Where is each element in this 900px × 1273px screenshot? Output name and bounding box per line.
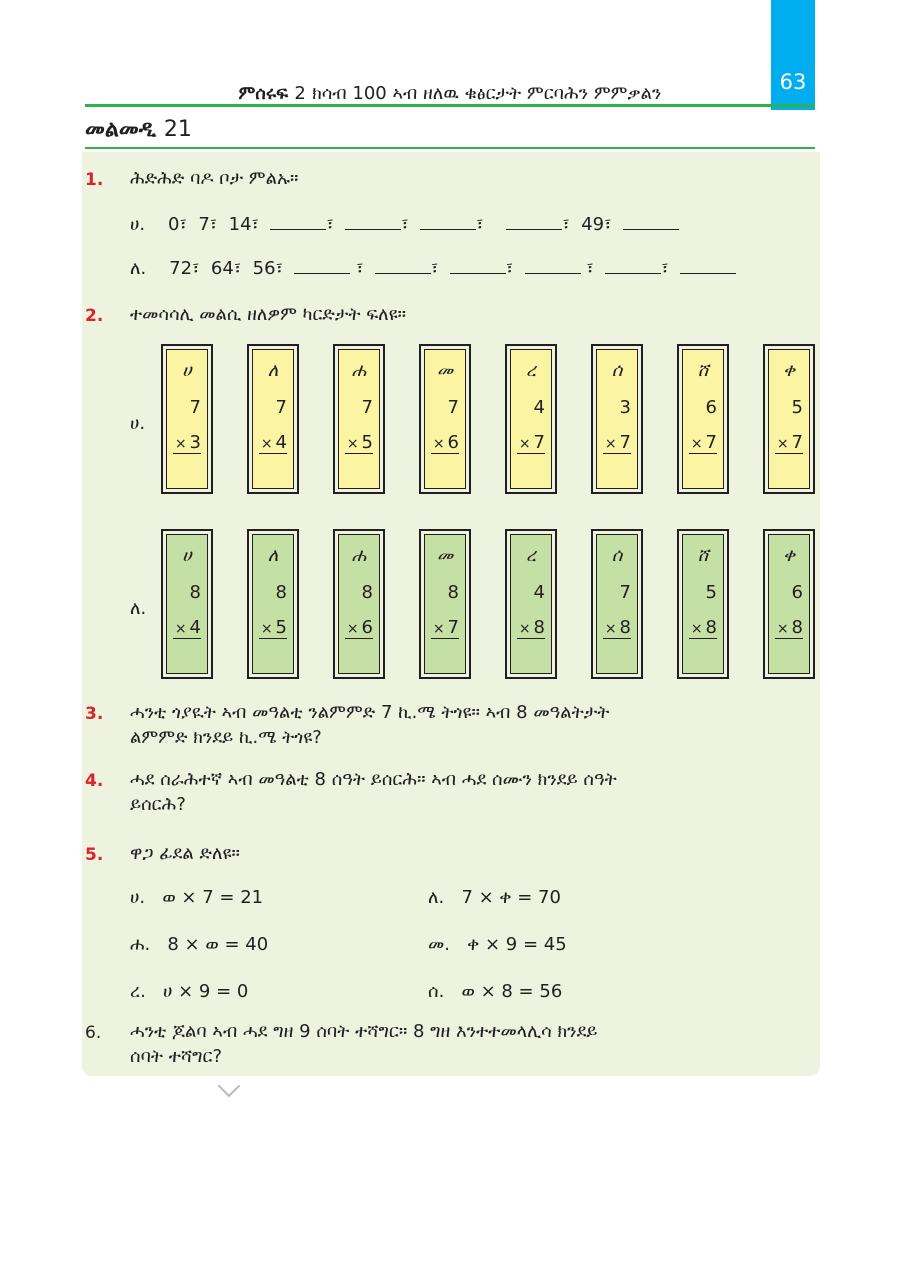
multiplication-card[interactable] <box>763 529 815 679</box>
card-label: ሐ <box>351 545 367 566</box>
q5-item-equation: ወ × 8 = 56 <box>461 981 563 1002</box>
card-multiplier-value: 7 <box>619 432 631 453</box>
times-sign: × <box>432 436 445 452</box>
q1-b-value: 64፣ <box>210 258 242 279</box>
q5-item <box>428 887 561 908</box>
card-multiplier <box>603 617 631 639</box>
card-inner <box>682 349 724 489</box>
q5-item <box>130 981 248 1002</box>
card-multiplicand: 3 <box>619 397 631 418</box>
q1-row-b <box>130 257 736 279</box>
times-sign: × <box>776 436 789 452</box>
card-label: ሸ <box>697 545 709 566</box>
separator: ፣ <box>356 258 364 279</box>
question-1-number: 1. <box>85 170 104 190</box>
multiplication-card[interactable] <box>677 529 729 679</box>
card-inner <box>510 534 552 674</box>
multiplication-card[interactable] <box>247 529 299 679</box>
q5-item-label: ሐ. <box>130 934 151 955</box>
card-multiplier <box>689 432 717 454</box>
multiplication-card[interactable] <box>419 344 471 494</box>
card-multiplier-value: 7 <box>447 617 459 638</box>
card-multiplicand: 5 <box>791 397 803 418</box>
chapter-number: 2 <box>294 83 306 104</box>
separator: ፣ <box>505 258 514 279</box>
q1-row-a-label: ሀ. <box>130 214 146 235</box>
q5-item-label: መ. <box>428 934 450 955</box>
multiplication-card[interactable] <box>333 344 385 494</box>
question-3-number: 3. <box>85 704 104 724</box>
times-sign: × <box>174 436 187 452</box>
card-multiplier-value: 5 <box>275 617 287 638</box>
card-multiplier <box>431 432 459 454</box>
card-multiplicand: 6 <box>791 582 803 603</box>
times-sign: × <box>604 621 617 637</box>
question-6-line-1: ሓንቲ ጆልባ ኣብ ሓደ ግዘ 9 ሰባት ተሻግር። 8 ግዘ እንተተመላሊሳ ክንደይ <box>130 1021 598 1042</box>
scan-mark-icon <box>218 1075 241 1098</box>
card-multiplier <box>689 617 717 639</box>
card-inner <box>596 349 638 489</box>
card-multiplier-value: 7 <box>705 432 717 453</box>
separator: ፣ <box>562 214 570 235</box>
card-multiplier <box>259 617 287 639</box>
card-inner <box>510 349 552 489</box>
times-sign: × <box>690 621 703 637</box>
card-multiplier <box>345 617 373 639</box>
card-multiplier-value: 7 <box>533 432 545 453</box>
question-6-line-2: ሰባት ተሻግር? <box>130 1046 223 1067</box>
card-inner <box>252 534 294 674</box>
card-label: ረ <box>525 360 537 381</box>
exercise-label: መልመዲ <box>85 117 157 142</box>
question-1-text: ሕድሕድ ባዶ ቦታ ምልኡ። <box>130 168 299 189</box>
separator: ፣ <box>326 214 334 235</box>
card-label: ለ <box>267 360 279 381</box>
card-inner <box>768 349 810 489</box>
card-multiplier-value: 6 <box>361 617 373 638</box>
chapter-title: ክሳብ 100 ኣብ ዘለዉ ቁፅርታት ምርባሕን ምምቃልን <box>312 83 662 104</box>
card-multiplier <box>775 617 803 639</box>
card-multiplicand: 8 <box>361 582 373 603</box>
q1-b-value: 56፣ <box>252 258 283 279</box>
answer-blank[interactable] <box>623 213 679 230</box>
card-label: ረ <box>525 545 537 566</box>
q5-item <box>428 934 567 955</box>
card-label: ቀ <box>782 360 796 381</box>
chapter-label: ምሰሩፍ <box>238 83 289 104</box>
q1-a-value: 0፣ <box>168 214 187 235</box>
card-label: ቀ <box>782 545 796 566</box>
card-label: ሸ <box>697 360 709 381</box>
separator: ፣ <box>401 214 409 235</box>
card-multiplier <box>173 617 201 639</box>
card-multiplicand: 4 <box>533 397 545 418</box>
card-inner <box>682 534 724 674</box>
card-multiplier <box>775 432 803 454</box>
times-sign: × <box>518 621 531 637</box>
card-inner <box>424 534 466 674</box>
card-label: ሀ <box>182 545 192 566</box>
q5-item-equation: ቀ × 9 = 45 <box>467 934 567 955</box>
card-multiplier <box>173 432 201 454</box>
separator: ፣ <box>431 258 439 279</box>
card-multiplier-value: 7 <box>791 432 803 453</box>
card-multiplier-value: 4 <box>189 617 201 638</box>
card-multiplicand: 8 <box>447 582 459 603</box>
card-multiplier-value: 8 <box>705 617 717 638</box>
answer-blank[interactable] <box>375 257 431 274</box>
multiplication-card[interactable] <box>591 344 643 494</box>
multiplication-card[interactable] <box>591 529 643 679</box>
answer-blank[interactable] <box>345 213 401 230</box>
card-multiplier-value: 8 <box>791 617 803 638</box>
answer-blank[interactable] <box>420 213 476 230</box>
card-multiplicand: 5 <box>705 582 717 603</box>
exercise-title <box>85 117 192 142</box>
multiplication-card[interactable] <box>161 529 213 679</box>
separator: ፣ <box>661 258 669 279</box>
multiplication-card[interactable] <box>161 344 213 494</box>
q5-item <box>130 934 268 955</box>
separator: ፣ <box>586 258 594 279</box>
card-multiplier <box>603 432 631 454</box>
card-multiplier-value: 6 <box>447 432 459 453</box>
q1-a-value: 7፣ <box>198 214 218 235</box>
card-inner <box>338 534 380 674</box>
times-sign: × <box>174 621 187 637</box>
times-sign: × <box>432 621 445 637</box>
multiplication-card[interactable] <box>505 344 557 494</box>
q1-row-a <box>130 213 679 235</box>
q5-item-equation: ወ × 7 = 21 <box>162 887 264 908</box>
q5-item <box>428 981 562 1002</box>
card-multiplier <box>517 432 545 454</box>
answer-blank[interactable] <box>605 257 661 274</box>
card-inner <box>166 534 208 674</box>
q1-row-b-label: ለ. <box>130 258 147 279</box>
card-label: ሐ <box>351 360 367 381</box>
answer-blank[interactable] <box>270 213 326 230</box>
card-inner <box>768 534 810 674</box>
question-3-line-2: ልምምድ ክንደይ ኪ.ሜ ትጎዩ? <box>130 727 322 748</box>
answer-blank[interactable] <box>506 213 562 230</box>
card-multiplicand: 4 <box>533 582 545 603</box>
q2-row-b-label: ለ. <box>130 598 147 619</box>
times-sign: × <box>604 436 617 452</box>
times-sign: × <box>260 436 273 452</box>
card-inner <box>252 349 294 489</box>
q2-row-a-label: ሀ. <box>130 413 146 434</box>
question-4-number: 4. <box>85 771 104 791</box>
card-multiplicand: 7 <box>275 397 287 418</box>
answer-blank[interactable] <box>680 257 736 274</box>
q5-item <box>130 887 263 908</box>
q5-item-equation: 8 × ወ = 40 <box>167 934 269 955</box>
multiplication-card[interactable] <box>677 344 729 494</box>
card-multiplier-value: 8 <box>619 617 631 638</box>
question-5-text: ዋጋ ፊደል ድለዩ። <box>130 843 240 864</box>
answer-blank[interactable] <box>525 257 581 274</box>
card-inner <box>166 349 208 489</box>
times-sign: × <box>346 621 359 637</box>
section-rule <box>85 147 815 149</box>
chapter-header <box>85 83 815 104</box>
card-multiplier-value: 8 <box>533 617 545 638</box>
times-sign: × <box>346 436 359 452</box>
question-5-number: 5. <box>85 845 104 865</box>
exercise-number: 21 <box>163 117 192 142</box>
question-4-line-1: ሓደ ሰራሕተኛ ኣብ መዓልቲ 8 ሰዓት ይሰርሕ። ኣብ ሓደ ሰሙን ክንደይ ሰዓት <box>130 769 617 790</box>
card-multiplicand: 7 <box>447 397 459 418</box>
times-sign: × <box>260 621 273 637</box>
multiplication-card[interactable] <box>247 344 299 494</box>
card-multiplicand: 6 <box>705 397 717 418</box>
q5-item-label: ሰ. <box>428 981 445 1002</box>
card-multiplicand: 7 <box>361 397 373 418</box>
multiplication-card[interactable] <box>763 344 815 494</box>
card-multiplier <box>517 617 545 639</box>
separator: ፣ <box>476 214 484 235</box>
answer-blank[interactable] <box>294 257 350 274</box>
answer-blank[interactable] <box>450 257 506 274</box>
times-sign: × <box>518 436 531 452</box>
card-multiplier <box>259 432 287 454</box>
multiplication-card[interactable] <box>419 529 471 679</box>
card-label: ሰ <box>611 545 623 566</box>
q5-item-label: ረ. <box>130 981 146 1002</box>
card-multiplicand: 8 <box>275 582 287 603</box>
card-multiplicand: 7 <box>619 582 631 603</box>
card-inner <box>338 349 380 489</box>
q1-a-value: 49፣ <box>581 214 612 235</box>
card-label: ሰ <box>611 360 623 381</box>
q1-b-value: 72፣ <box>169 258 200 279</box>
multiplication-card[interactable] <box>333 529 385 679</box>
q5-item-equation: 7 × ቀ = 70 <box>461 887 561 908</box>
q5-item-label: ሀ. <box>130 887 146 908</box>
card-multiplier <box>345 432 373 454</box>
q5-item-equation: ሀ × 9 = 0 <box>162 981 249 1002</box>
q1-a-value: 14፣ <box>228 214 259 235</box>
q5-item-label: ለ. <box>428 887 445 908</box>
card-label: ሀ <box>182 360 192 381</box>
page-number: 63 <box>779 70 807 94</box>
header-rule <box>85 104 815 107</box>
card-label: መ <box>436 360 454 381</box>
card-multiplier-value: 3 <box>189 432 201 453</box>
card-multiplicand: 7 <box>189 397 201 418</box>
question-2-number: 2. <box>85 306 104 326</box>
card-inner <box>424 349 466 489</box>
card-multiplier-value: 4 <box>275 432 287 453</box>
card-label: መ <box>436 545 454 566</box>
question-2-text: ተመሳሳሊ መልሲ ዘለዎም ካርድታት ፍለዩ። <box>130 304 407 325</box>
card-multiplicand: 8 <box>189 582 201 603</box>
card-multiplier-value: 5 <box>361 432 373 453</box>
times-sign: × <box>776 621 789 637</box>
card-label: ለ <box>267 545 279 566</box>
times-sign: × <box>690 436 703 452</box>
question-3-line-1: ሓንቲ ጎያዪት ኣብ መዓልቲ ንልምምድ 7 ኪ.ሜ ትጎዩ። ኣብ 8 መዓልትታት <box>130 702 610 723</box>
card-multiplier <box>431 617 459 639</box>
card-inner <box>596 534 638 674</box>
question-4-line-2: ይሰርሕ? <box>130 794 186 815</box>
question-6-number: 6. <box>85 1023 102 1043</box>
multiplication-card[interactable] <box>505 529 557 679</box>
